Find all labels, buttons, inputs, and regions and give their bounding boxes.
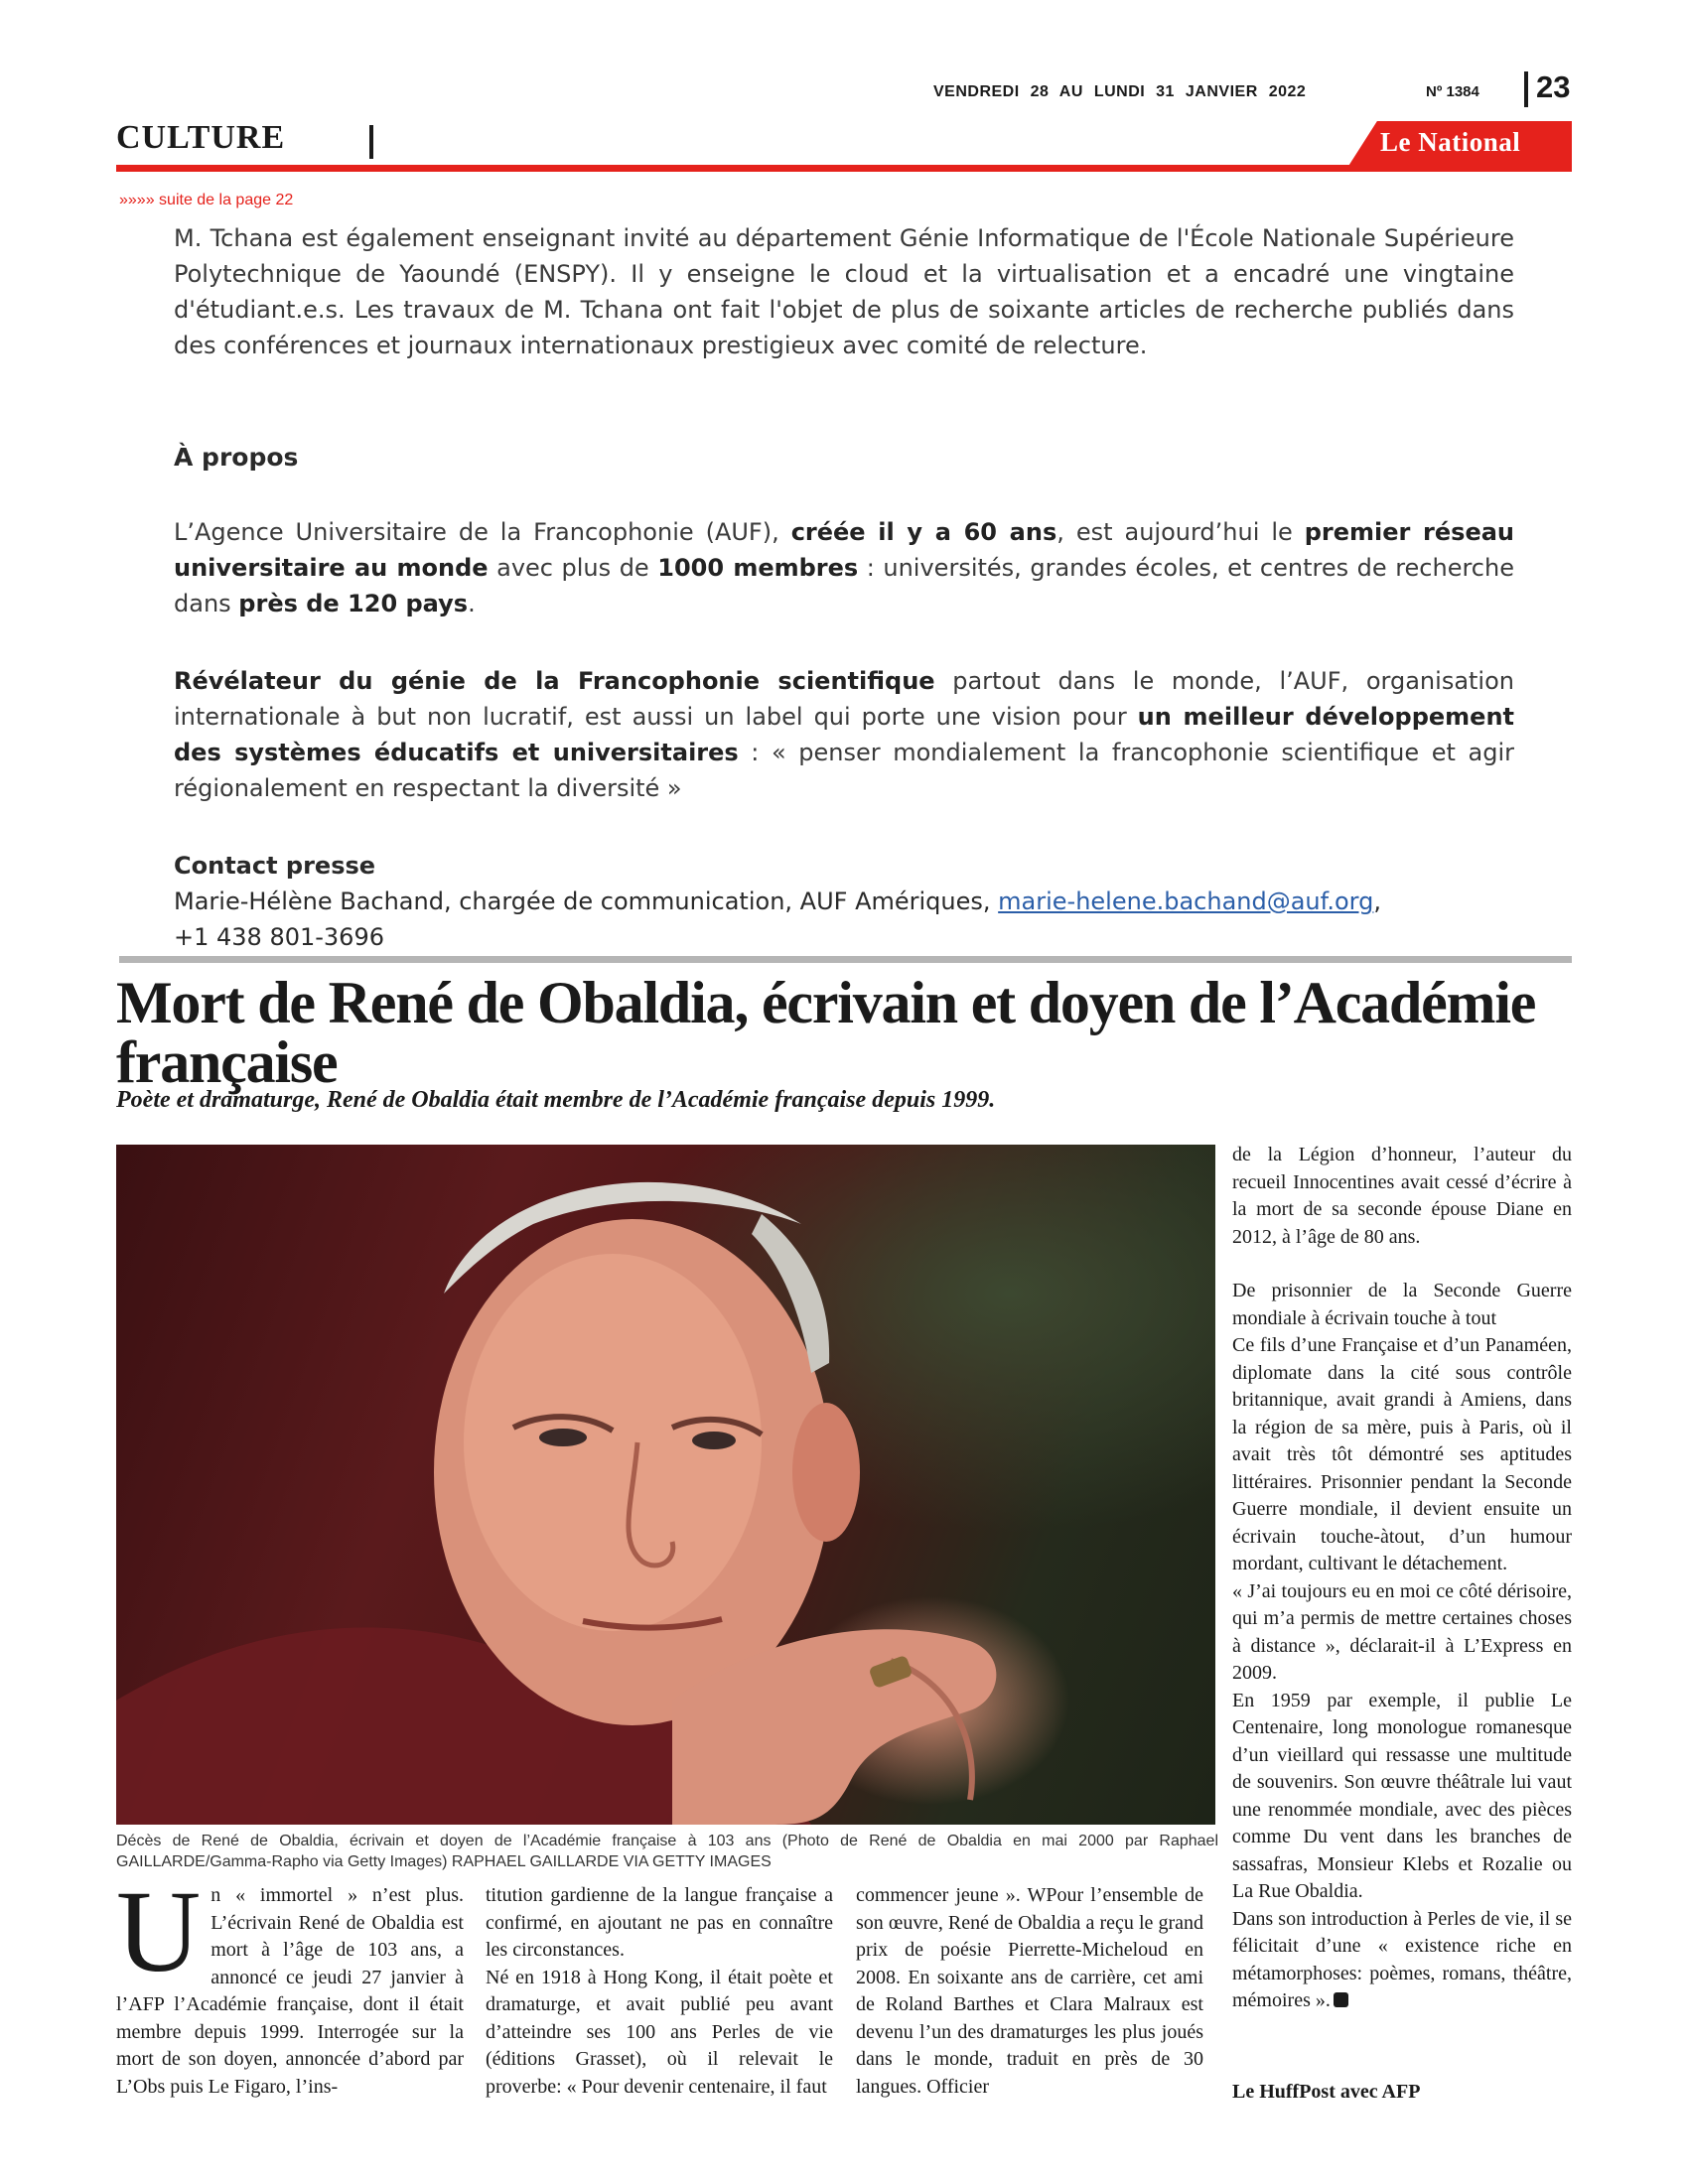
article-photo: [116, 1145, 1215, 1825]
section-divider: [119, 956, 1572, 963]
press-contact: Contact presse Marie-Hélène Bachand, chargée de communication, AUF Amériques, marie-helene.bachand@auf.org, +1 438 801-3696: [174, 848, 1524, 955]
page-number: 23: [1536, 69, 1571, 104]
article-column-2: titution gardienne de la langue française a confirmé, en ajoutant ne pas en connaître les circonstances. Né en 1918 à Hong Kong, il était poète et dramaturge, et avait publié peu avant d’atteindre ses 100 ans Perles de vie (éditions Grasset), où il relevait le proverbe: « Pour devenir centenaire, il faut: [486, 1884, 833, 2098]
portrait-illustration: [116, 1145, 1215, 1825]
section-bar: [369, 125, 373, 159]
continued-from-note: »»»» suite de la page 22: [119, 192, 294, 208]
drop-cap: U: [116, 1866, 202, 1996]
column-subheading: De prisonnier de la Seconde Guerre mondiale à écrivain touche à tout: [1232, 1280, 1572, 1329]
end-of-article-icon: [1334, 1992, 1348, 2007]
press-contact-email-link[interactable]: marie-helene.bachand@auf.org: [998, 887, 1374, 915]
apropos-paragraph-1: L’Agence Universitaire de la Francophonie (AUF), créée il y a 60 ans, est aujourd’hui le premier réseau universitaire au monde avec plus de 1000 membres : universités, grandes écoles, et centres de recherche dans près de 120 pays.: [174, 518, 1514, 617]
article-headline: Mort de René de Obaldia, écrivain et doyen de l’Académie française: [116, 970, 1536, 1095]
article-signature: Le HuffPost avec AFP: [1232, 2081, 1421, 2103]
newspaper-brand: Le National: [1380, 127, 1521, 157]
issue-number: Nº 1384: [1426, 83, 1479, 100]
article-column-1: Un « immortel » n’est plus. L’écrivain René de Obaldia est mort à l’âge de 103 ans, a annoncé ce jeudi 27 janvier à l’AFP l’Académie française, dont il était membre depuis 1999. Interrogée sur la mort de son doyen, annoncée d’abord par L’Obs puis Le Figaro, l’ins-: [116, 1866, 464, 2098]
section-title: CULTURE: [116, 119, 286, 156]
issue-date: VENDREDI 28 AU LUNDI 31 JANVIER 2022: [933, 83, 1307, 100]
apropos-heading: À propos: [174, 443, 299, 472]
article-subhead: Poète et dramaturge, René de Obaldia était membre de l’Académie française depuis 1999.: [116, 1087, 996, 1113]
press-contact-label: Contact presse: [174, 852, 376, 880]
article-column-4: de la Légion d’honneur, l’auteur du recueil Innocentines avait cessé d’écrire à la mort de sa seconde épouse Diane en 2012, à l’âge de 80 ans. De prisonnier de la Seconde Guerre mondiale à écrivain touche à tout Ce fils d’une Française et d’un Panaméen, diplomate dans la cité sous contrôle britannique, avait grandi à Amiens, dans la région de sa mère, puis à Paris, où il avait très tôt démontré ses aptitudes littéraires. Prisonnier pendant la Seconde Guerre mondiale, il devient ensuite un écrivain touche-àtout, d’un humour mordant, cultivant le détachement. « J’ai toujours eu en moi ce côté dérisoire, qui m’a permis de mettre certaines choses à distance », déclarait-il à L’Express en 2009. En 1959 par exemple, il publie Le Centenaire, long monologue romanesque d’un vieillard qui ressasse une multitude de souvenirs. Son œuvre théâtrale lui vaut une renommée mondiale, avec des pièces comme Du vent dans les branches de sassafras, Monsieur Klebs et Rozalie ou La Rue Obaldia. Dans son introduction à Perles de vie, il se félicitait d’une « existence riche en métamorphoses: poèmes, romans, théâtre, mémoires ».: [1232, 1144, 1572, 2011]
press-contact-phone: +1 438 801-3696: [174, 923, 384, 951]
insert-intro-paragraph: M. Tchana est également enseignant invité au département Génie Informatique de l'École Nationale Supérieure Polytechnique de Yaoundé (ENSPY). Il y enseigne le cloud et la virtualisation et a encadré une vingtaine d'étudiant.e.s. Les travaux de M. Tchana ont fait l'objet de plus de soixante articles de recherche publiés dans des conférences et journaux internationaux prestigieux avec comité de relecture.: [174, 224, 1514, 359]
article-column-3: commencer jeune ». WPour l’ensemble de son œuvre, René de Obaldia a reçu le grand prix de poésie Pierrette-Micheloud en 2008. En soixante ans de carrière, cet ami de Roland Barthes et Clara Malraux est devenu l’un des dramaturges les plus joués dans le monde, traduit en près de 30 langues. Officier: [856, 1884, 1203, 2098]
apropos-paragraph-2: Révélateur du génie de la Francophonie scientifique partout dans le monde, l’AUF, organisation internationale à but non lucratif, est aussi un label qui porte une vision pour un meilleur développement des systèmes éducatifs et universitaires : « penser mondialement la francophonie scientifique et agir régionalement en respectant la diversité »: [174, 667, 1514, 802]
photo-caption: Décès de René de Obaldia, écrivain et doyen de l’Académie française à 103 ans (Photo de René de Obaldia en mai 2000 par Raphael GAILLARDE/Gamma-Rapho via Getty Images) RAPHAEL GAILLARDE VIA GETTY IMAGES: [116, 1833, 1218, 1870]
header-separator: [1524, 71, 1528, 107]
